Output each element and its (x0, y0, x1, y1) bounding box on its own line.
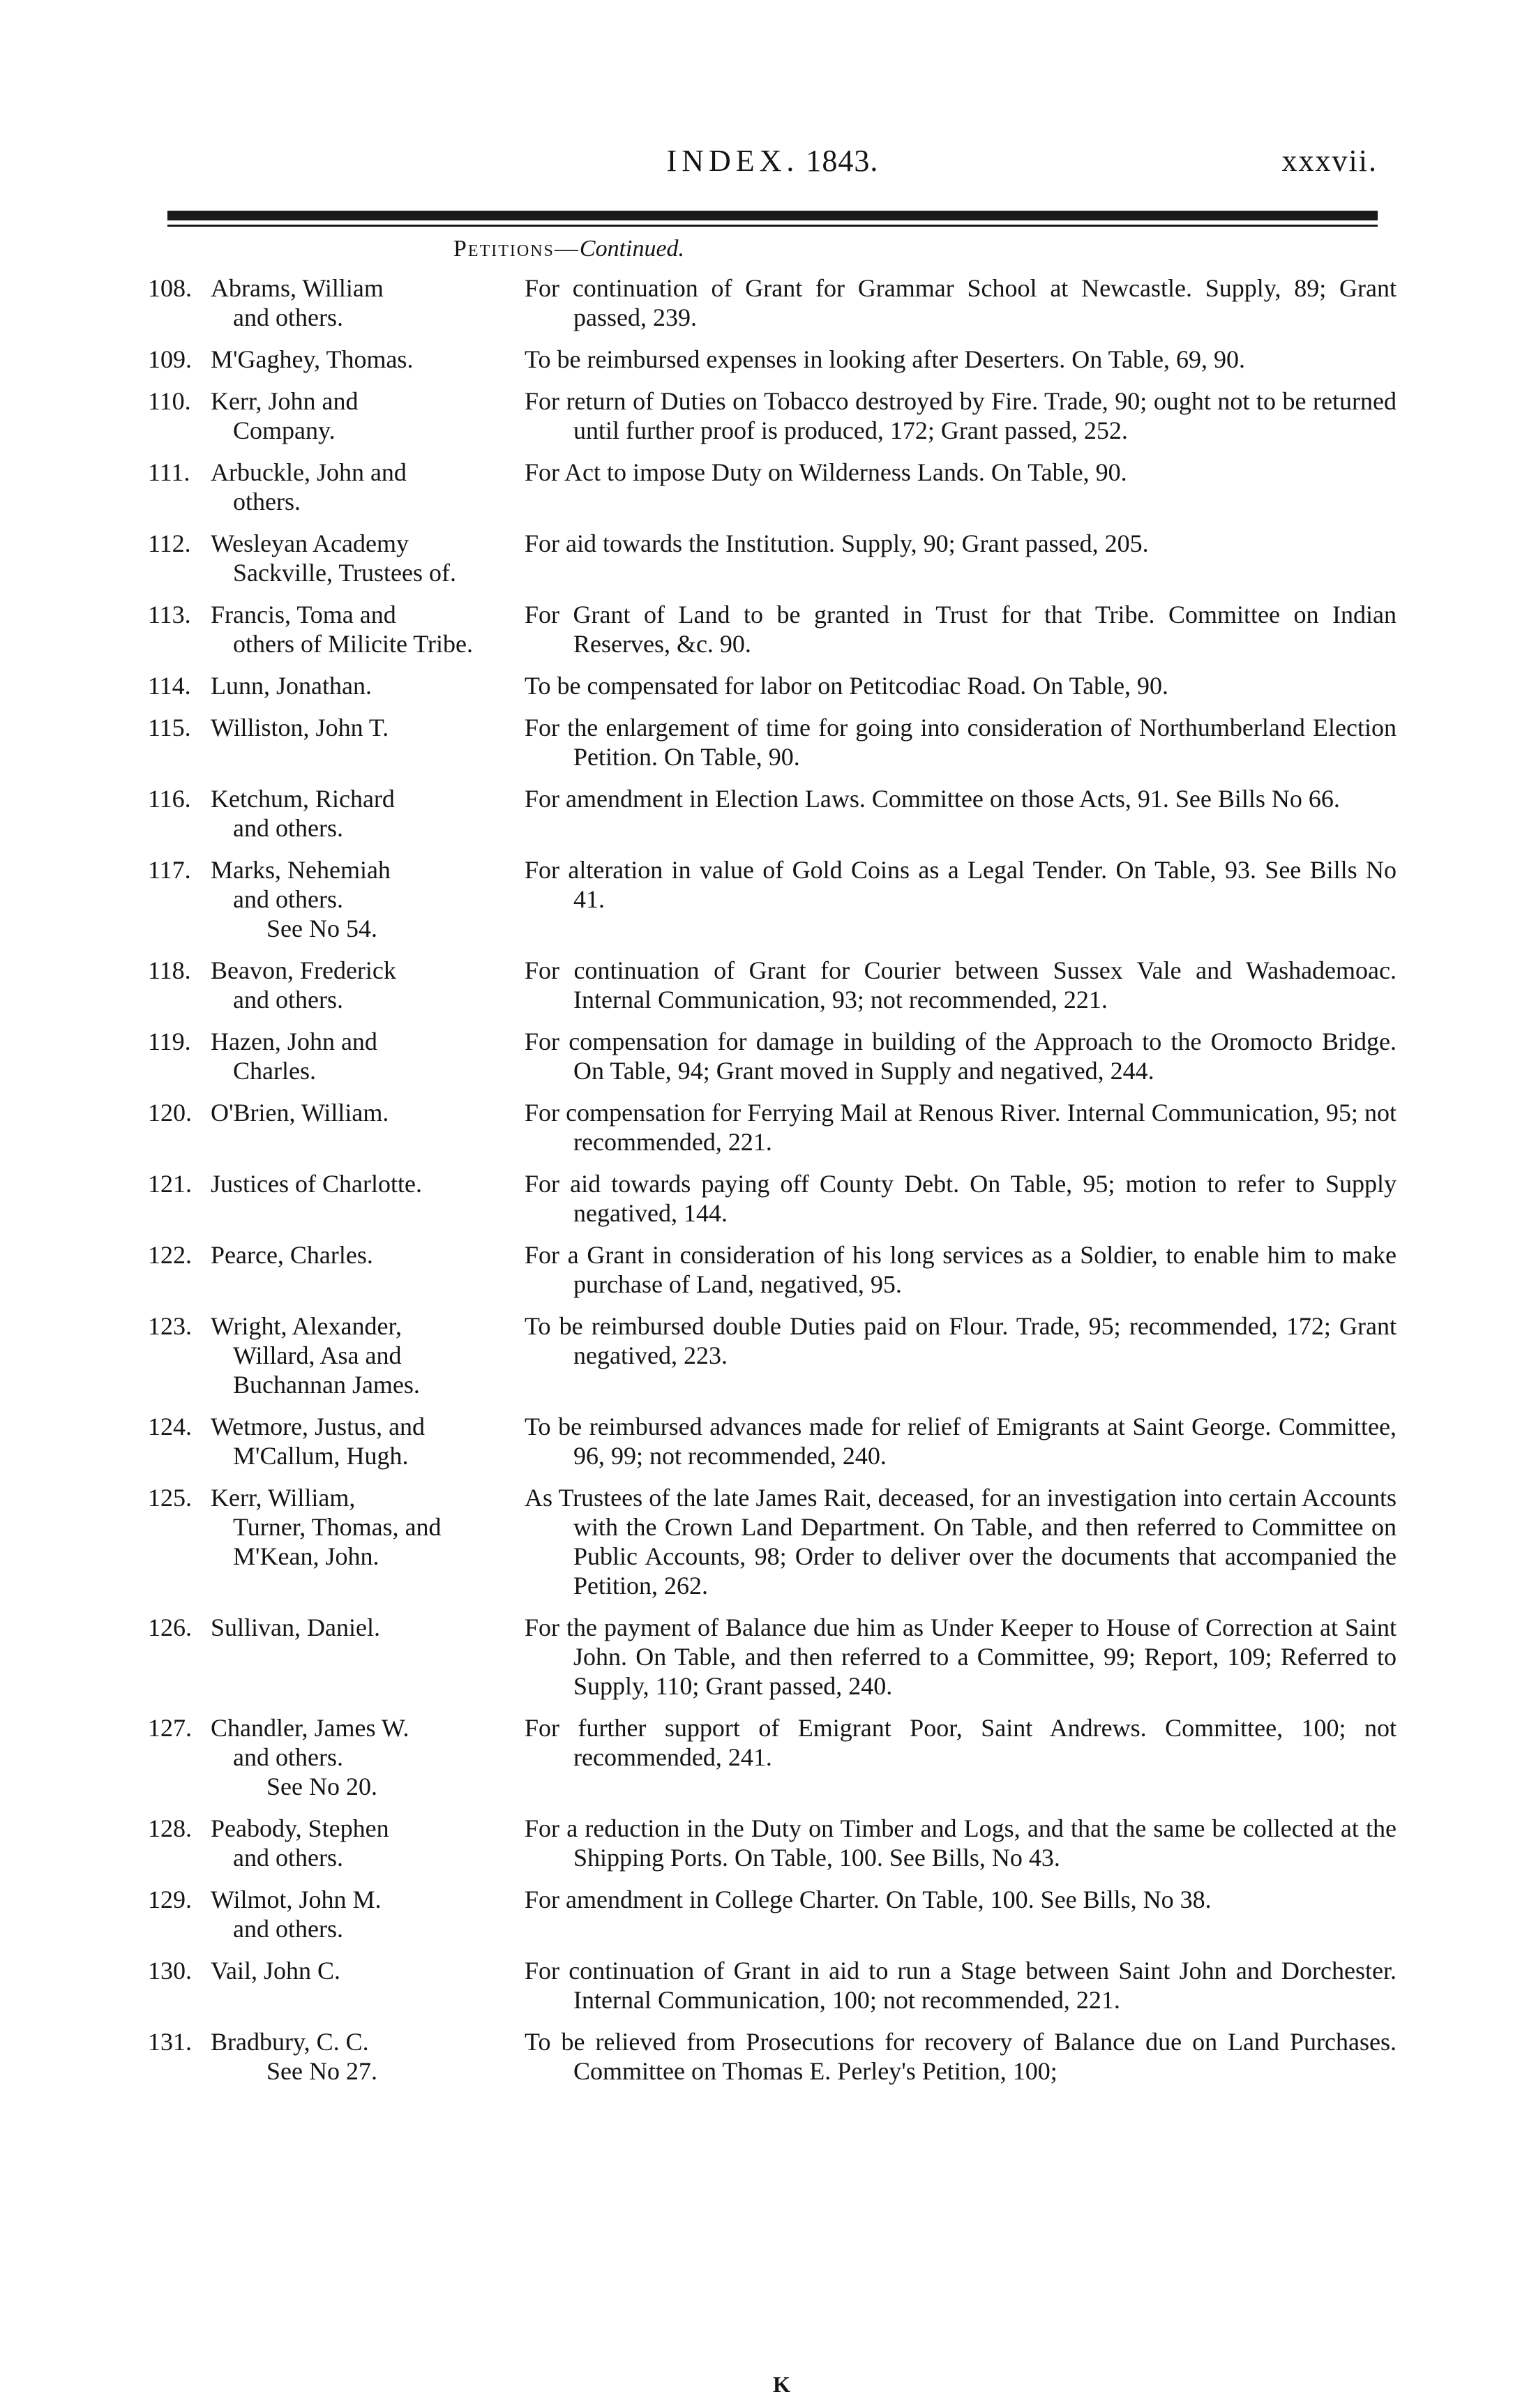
petitioner-name-line: Hazen, John and (211, 1028, 377, 1055)
entry-description: For Grant of Land to be granted in Trust for that Tribe. Committee on Indian Reserves, &c. 90. (525, 601, 1397, 658)
petition-entry (148, 1956, 1397, 2015)
entry-number: 125. (148, 1484, 192, 1512)
entry-description: For continuation of Grant in aid to run a Stage between Saint John and Dorchester. Internal Communication, 100; not recommended, 221. (525, 1957, 1397, 2014)
petitioner-name-line: Wilmot, John M. (211, 1886, 382, 1913)
entry-number: 131. (148, 2028, 192, 2056)
entry-description: For compensation for Ferrying Mail at Renous River. Internal Communication, 95; not recommended, 221. (525, 1099, 1397, 1156)
petitioner-name-line: others. (233, 488, 301, 516)
petition-entry (148, 855, 1397, 943)
petitioner-name-line: Buchannan James. (233, 1371, 420, 1399)
petitioner-name-line: Pearce, Charles. (211, 1241, 373, 1269)
petition-entry (148, 1814, 1397, 1872)
entry-number: 128. (148, 1814, 192, 1842)
entry-petitioner (211, 345, 525, 374)
petition-entry (148, 956, 1397, 1014)
page-number: xxxvii. (1281, 144, 1378, 178)
cross-reference: See No 54. (266, 915, 377, 942)
cross-reference: See No 27. (266, 2057, 377, 2085)
petitioner-name-line: M'Gaghey, Thomas. (211, 345, 414, 373)
petitioner-name-line: Charles. (233, 1057, 316, 1085)
page-title-text: INDEX. (666, 144, 799, 178)
petition-entry (148, 784, 1397, 843)
petitioner-name-line: Kerr, John and (211, 387, 359, 415)
entry-petitioner (211, 855, 525, 943)
entry-description: As Trustees of the late James Rait, deceased, for an investigation into certain Accounts with the Crown Land Department. On Table, and then referred to Committee on Public Accounts, 98; Order to deliver over the documents that accompanied the Petition, 262. (525, 1484, 1397, 1600)
petition-entry (148, 1613, 1397, 1701)
entry-petitioner (211, 784, 525, 843)
entry-number: 118. (148, 956, 191, 984)
entry-description: For continuation of Grant for Grammar School at Newcastle. Supply, 89; Grant passed, 239. (525, 274, 1397, 331)
petitioner-name-line: Turner, Thomas, and (233, 1513, 442, 1541)
entry-number: 113. (148, 601, 191, 629)
entry-petitioner (211, 600, 525, 659)
entry-description: To be reimbursed advances made for relief of Emigrants at Saint George. Committee, 96, 99; not recommended, 240. (525, 1413, 1397, 1470)
petition-entry (148, 600, 1397, 659)
petition-entry (148, 671, 1397, 700)
petitioner-name-line: Company. (233, 416, 336, 444)
petitioner-name-line: M'Callum, Hugh. (233, 1442, 409, 1470)
signature-mark: K (773, 2372, 790, 2397)
page-title (167, 143, 1378, 179)
entry-petitioner (211, 1814, 525, 1872)
petitioner-name-line: others of Milicite Tribe. (233, 630, 473, 658)
entry-number: 129. (148, 1886, 192, 1913)
petitioner-name-line: and others. (233, 986, 343, 1014)
entry-number: 122. (148, 1241, 192, 1269)
entry-petitioner (211, 1412, 525, 1470)
entry-number: 108. (148, 274, 192, 302)
entry-petitioner (211, 1483, 525, 1571)
entry-description: For the payment of Balance due him as Under Keeper to House of Correction at Saint John. On Table, and then referred to a Committee, 99; Report, 109; Referred to Supply, 110; Grant passed, 240. (525, 1613, 1397, 1700)
entry-number: 115. (148, 714, 191, 742)
entry-number: 112. (148, 529, 191, 557)
petitioner-name-line: Ketchum, Richard (211, 785, 395, 813)
petition-entry (148, 345, 1397, 374)
entry-description: To be reimbursed double Duties paid on Flour. Trade, 95; recommended, 172; Grant negatived, 223. (525, 1312, 1397, 1369)
entry-description: For a reduction in the Duty on Timber and Logs, and that the same be collected at the Shipping Ports. On Table, 100. See Bills, No 43. (525, 1814, 1397, 1872)
petition-entry (148, 1240, 1397, 1299)
entry-number: 116. (148, 785, 191, 813)
entry-petitioner (211, 1311, 525, 1399)
entry-description: For amendment in Election Laws. Committee on those Acts, 91. See Bills No 66. (525, 785, 1340, 813)
entry-description: For compensation for damage in building of the Approach to the Oromocto Bridge. On Table, 94; Grant moved in Supply and negatived, 244. (525, 1028, 1397, 1085)
entry-description: For continuation of Grant for Courier between Sussex Vale and Washademoac. Internal Communication, 93; not recommended, 221. (525, 956, 1397, 1014)
petition-entry (148, 386, 1397, 445)
entry-petitioner (211, 386, 525, 445)
entry-number: 111. (148, 458, 190, 486)
section-heading-main: Petitions— (453, 236, 580, 262)
petition-entry (148, 1713, 1397, 1801)
petition-entry (148, 1098, 1397, 1157)
entry-description: For return of Duties on Tobacco destroyed by Fire. Trade, 90; ought not to be returned until further proof is produced, 172; Grant passed, 252. (525, 387, 1397, 444)
petitioner-name-line: Wesleyan Academy (211, 529, 409, 557)
header-rule-thick (167, 211, 1378, 220)
entry-description: For Act to impose Duty on Wilderness Lands. On Table, 90. (525, 458, 1127, 486)
petitioner-name-line: Lunn, Jonathan. (211, 672, 372, 700)
petitioner-name-line: Sullivan, Daniel. (211, 1613, 380, 1641)
petition-entry (148, 1885, 1397, 1943)
petitioner-name-line: and others. (233, 1915, 343, 1943)
petitioner-name-line: Sackville, Trustees of. (233, 559, 456, 587)
entry-petitioner (211, 1956, 525, 1985)
entry-number: 126. (148, 1613, 192, 1641)
entry-petitioner (211, 1027, 525, 1085)
petitioner-name-line: Justices of Charlotte. (211, 1170, 422, 1198)
petitioner-name-line: Willard, Asa and (233, 1341, 402, 1369)
entry-petitioner (211, 273, 525, 332)
petitioner-name-line: M'Kean, John. (233, 1542, 379, 1570)
petitioner-name-line: Wright, Alexander, (211, 1312, 402, 1340)
petition-entry (148, 1027, 1397, 1085)
entry-petitioner (211, 1240, 525, 1270)
entry-number: 121. (148, 1170, 192, 1198)
entry-petitioner (211, 671, 525, 700)
petitioner-name-line: Chandler, James W. (211, 1714, 409, 1742)
entry-petitioner (211, 458, 525, 516)
entry-description: For aid towards the Institution. Supply, 90; Grant passed, 205. (525, 529, 1149, 557)
entry-number: 120. (148, 1099, 192, 1127)
petitioner-name-line: Wetmore, Justus, and (211, 1413, 426, 1440)
entry-description: For a Grant in consideration of his long services as a Soldier, to enable him to make purchase of Land, negatived, 95. (525, 1241, 1397, 1298)
running-head (167, 143, 1378, 192)
petition-entry (148, 1412, 1397, 1470)
petitioner-name-line: Arbuckle, John and (211, 458, 407, 486)
page-year: 1843. (806, 144, 879, 178)
entry-petitioner (211, 529, 525, 587)
petitioner-name-line: and others. (233, 1743, 343, 1771)
petition-entry-list (148, 273, 1397, 2098)
petitioner-name-line: Beavon, Frederick (211, 956, 396, 984)
petitioner-name-line: and others. (233, 1844, 343, 1872)
petition-entry (148, 273, 1397, 332)
entry-number: 124. (148, 1413, 192, 1440)
entry-description: To be reimbursed expenses in looking after Deserters. On Table, 69, 90. (525, 345, 1246, 373)
petition-entry (148, 529, 1397, 587)
entry-petitioner (211, 956, 525, 1014)
entry-number: 109. (148, 345, 192, 373)
entry-petitioner (211, 1713, 525, 1801)
header-rule-thin (167, 225, 1378, 227)
petitioner-name-line: Abrams, William (211, 274, 384, 302)
section-heading-continued: Continued. (579, 236, 685, 262)
petitioner-name-line: Bradbury, C. C. (211, 2028, 369, 2056)
petitioner-name-line: Williston, John T. (211, 714, 389, 742)
petition-entry (148, 1483, 1397, 1600)
entry-petitioner (211, 713, 525, 742)
petitioner-name-line: Peabody, Stephen (211, 1814, 389, 1842)
entry-number: 114. (148, 672, 191, 700)
petitioner-name-line: Francis, Toma and (211, 601, 396, 629)
entry-description: For alteration in value of Gold Coins as a Legal Tender. On Table, 93. See Bills No 41. (525, 856, 1397, 913)
entry-description: For further support of Emigrant Poor, Saint Andrews. Committee, 100; not recommended, 241. (525, 1714, 1397, 1771)
petitioner-name-line: Kerr, William, (211, 1484, 356, 1512)
entry-description: For the enlargement of time for going into consideration of Northumberland Election Petition. On Table, 90. (525, 714, 1397, 771)
entry-number: 119. (148, 1028, 191, 1055)
petitioner-name-line: O'Brien, William. (211, 1099, 389, 1127)
entry-description: For amendment in College Charter. On Table, 100. See Bills, No 38. (525, 1886, 1212, 1913)
entry-number: 110. (148, 387, 191, 415)
petitioner-name-line: and others. (233, 885, 343, 913)
petitioner-name-line: Vail, John C. (211, 1957, 341, 1985)
petition-entry (148, 1169, 1397, 1228)
petition-entry (148, 458, 1397, 516)
entry-number: 117. (148, 856, 191, 884)
entry-petitioner (211, 1098, 525, 1127)
entry-description: For aid towards paying off County Debt. On Table, 95; motion to refer to Supply negatived, 144. (525, 1170, 1397, 1227)
petition-entry (148, 1311, 1397, 1399)
entry-number: 123. (148, 1312, 192, 1340)
entry-petitioner (211, 1885, 525, 1943)
petitioner-name-line: and others. (233, 814, 343, 842)
section-heading (453, 236, 684, 262)
entry-description: To be compensated for labor on Petitcodiac Road. On Table, 90. (525, 672, 1169, 700)
petition-entry (148, 2027, 1397, 2086)
entry-petitioner (211, 1613, 525, 1642)
entry-number: 130. (148, 1957, 192, 1985)
petitioner-name-line: and others. (233, 303, 343, 331)
entry-petitioner (211, 2027, 525, 2086)
entry-description: To be relieved from Prosecutions for recovery of Balance due on Land Purchases. Committee on Thomas E. Perley's Petition, 100; (525, 2028, 1397, 2085)
petitioner-name-line: Marks, Nehemiah (211, 856, 391, 884)
cross-reference: See No 20. (266, 1773, 377, 1800)
entry-number: 127. (148, 1714, 192, 1742)
entry-petitioner (211, 1169, 525, 1198)
petition-entry (148, 713, 1397, 772)
